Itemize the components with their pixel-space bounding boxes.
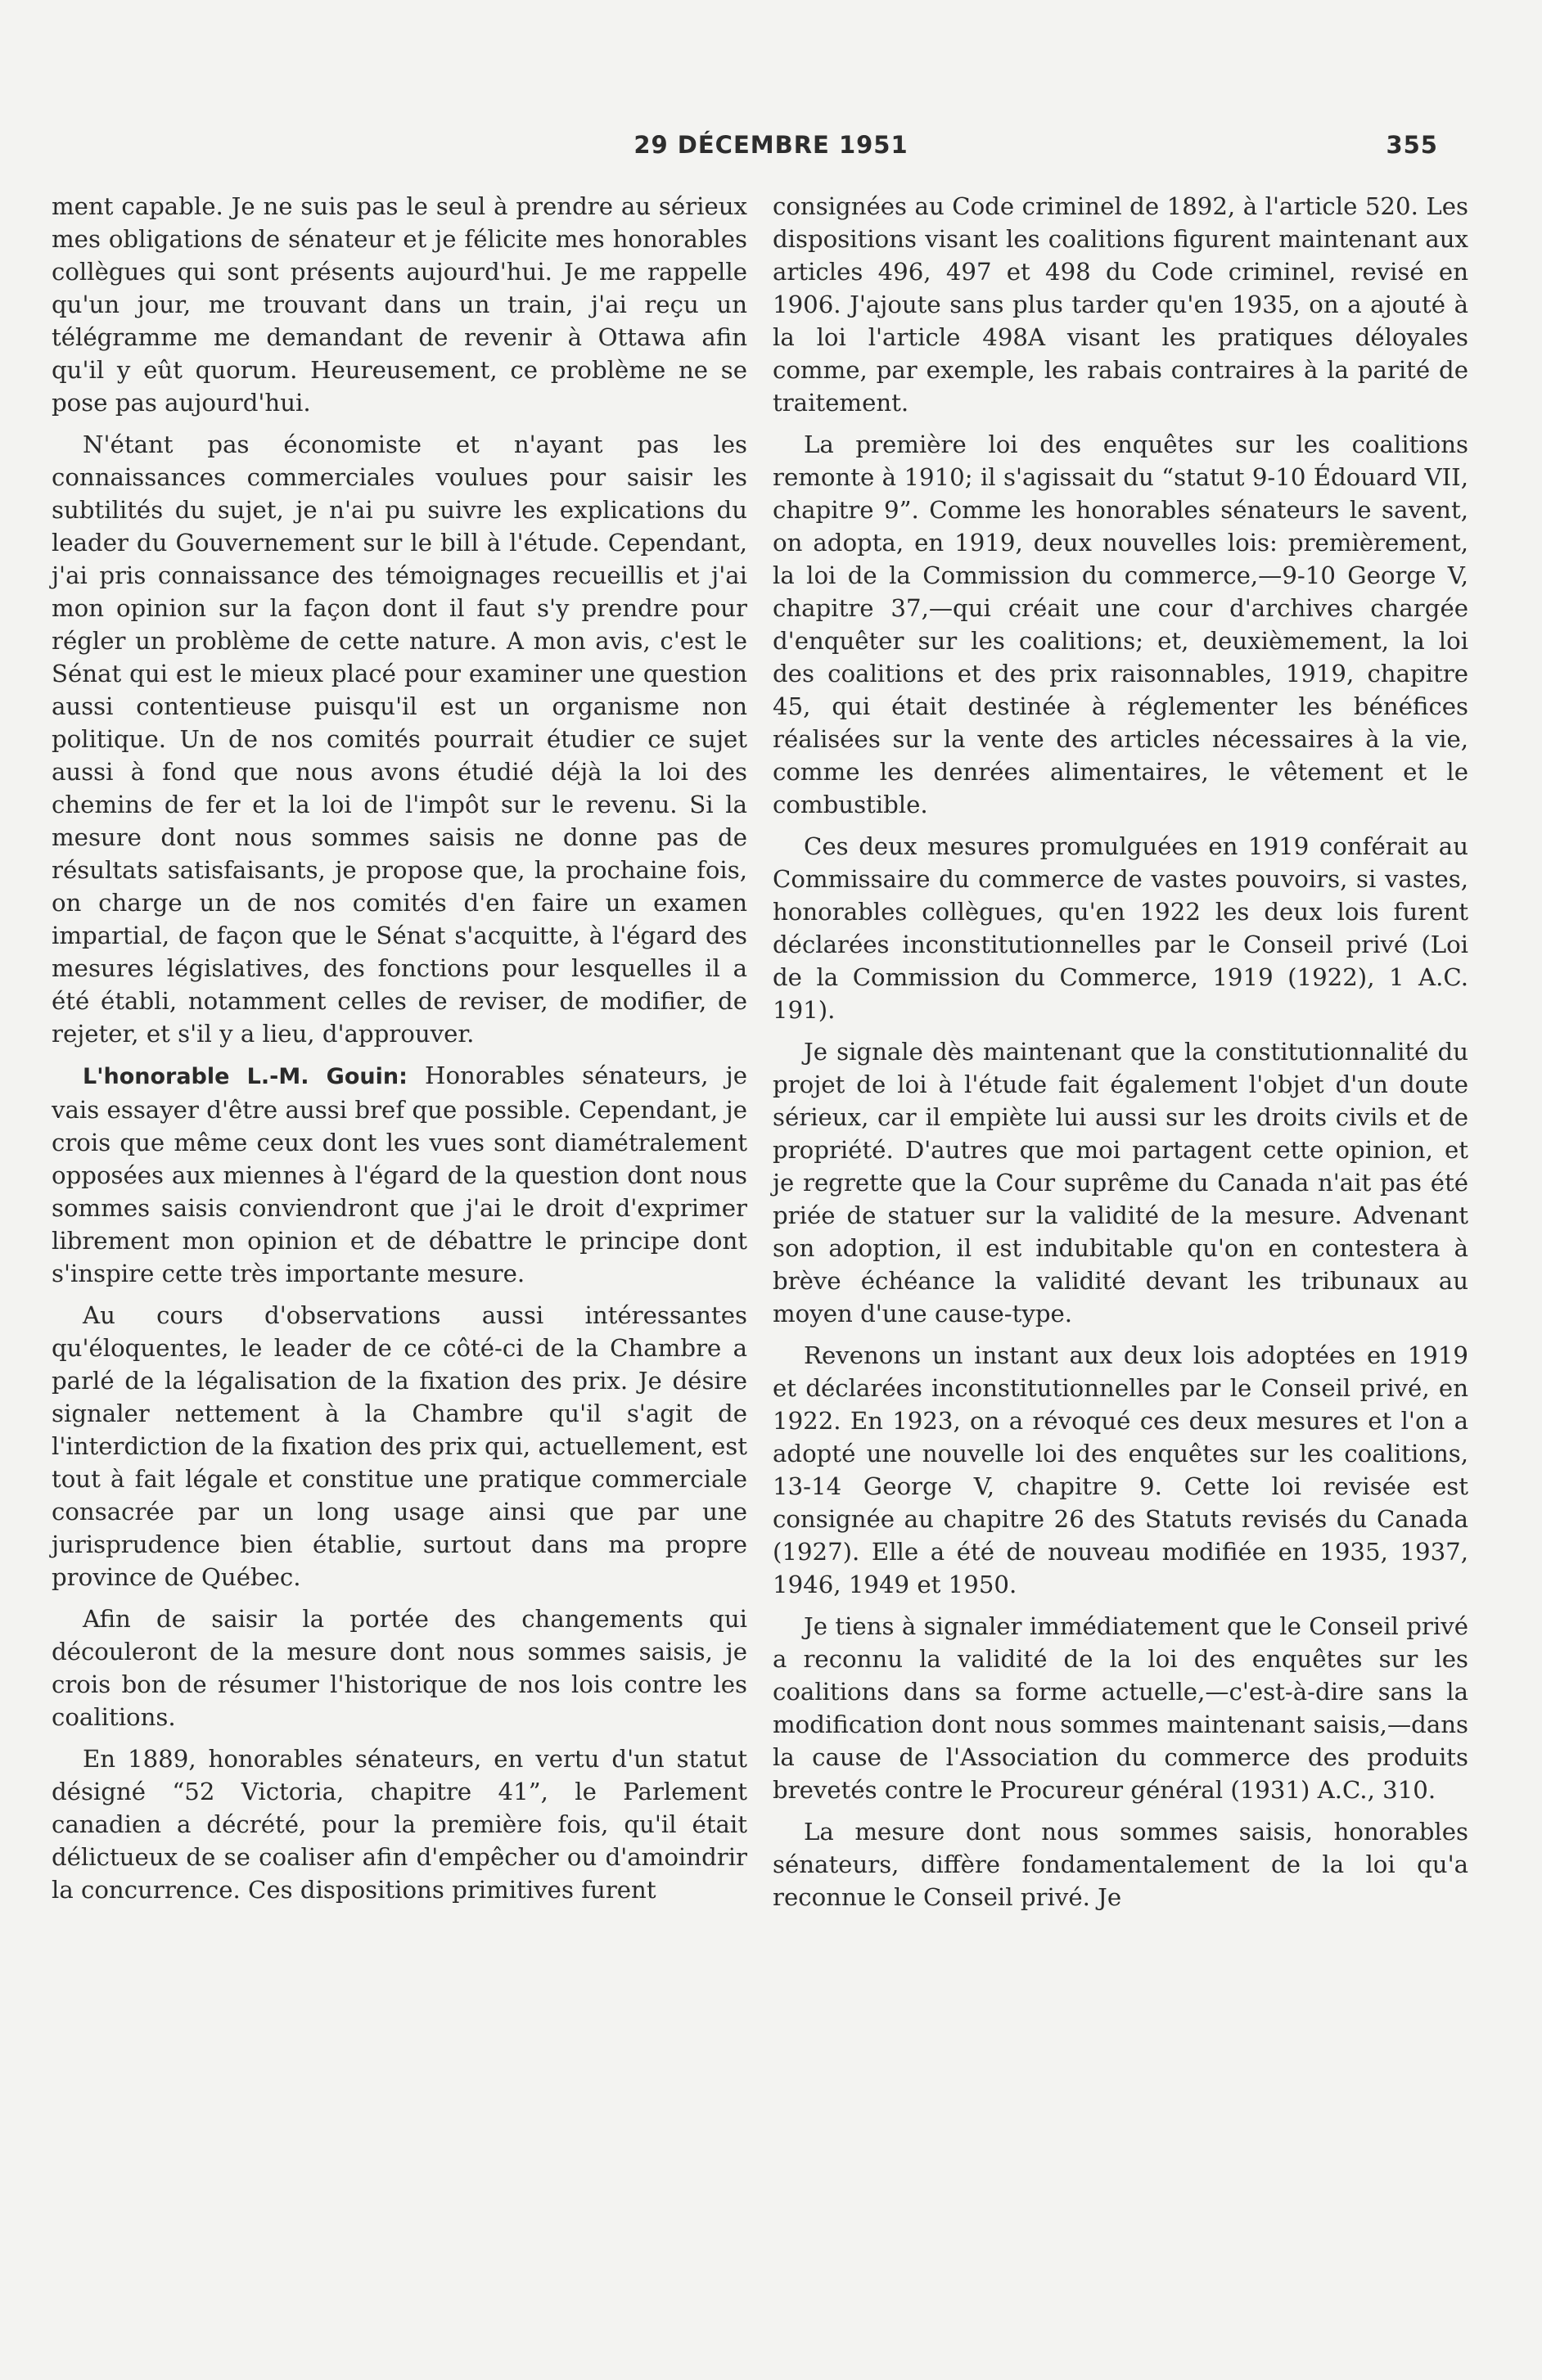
speaker-text: Honorables sénateurs, je vais essayer d'être aussi bref que possible. Cependant, je crois que même ceux dont les vues sont diamétralement opposées aux miennes à l'égard de la question dont nous sommes saisis conviendront que j'ai le droit d'exprimer librement mon opinion et de débattre le principe dont s'inspire cette très importante mesure. [52, 1062, 748, 1287]
paragraph: En 1889, honorables sénateurs, en vertu d'un statut désigné “52 Victoria, chapitre 41”, le Parlement canadien a décrété, pour la première fois, qu'il était délictueux de se coaliser afin d'empêcher ou d'amoindrir la concurrence. Ces dispositions primitives furent [52, 1745, 747, 1904]
paragraph: La première loi des enquêtes sur les coalitions remonte à 1910; il s'agissait du “statut 9-10 Édouard VII, chapitre 9”. Comme les honorables sénateurs le savent, on adopta, en 1919, deux nouvelles lois: premièrement, la loi de la Commission du commerce,—9-10 George V, chapitre 37,—qui créait une cour d'archives chargée d'enquêter sur les coalitions; et, deuxièmement, la loi des coalitions et des prix raisonnables, 1919, chapitre 45, qui était destinée à réglementer les bénéfices réalisées sur la vente des articles nécessaires à la vie, comme les denrées alimentaires, le vêtement et le combustible. [773, 430, 1468, 818]
paragraph: ment capable. Je ne suis pas le seul à prendre au sérieux mes obligations de sénateur et je félicite mes honorables collègues qui sont présents aujourd'hui. Je me rappelle qu'un jour, me trouvant dans un train, j'ai reçu un télégramme me demandant de revenir à Ottawa afin qu'il y eût quorum. Heureusement, ce problème ne se pose pas aujourd'hui. [52, 192, 747, 417]
speaker-paragraph [52, 1059, 747, 1290]
speaker-name: L'honorable L.-M. Gouin: [83, 1064, 408, 1089]
left-column [52, 190, 747, 1915]
paragraph: Ces deux mesures promulguées en 1919 conférait au Commissaire du commerce de vastes pouvoirs, si vastes, honorables collègues, qu'en 1922 les deux lois furent déclarées inconstitutionnelles par le Conseil privé (Loi de la Commission du Commerce, 1919 (1922), 1 A.C. 191). [773, 832, 1468, 1024]
page-number: 355 [1386, 131, 1438, 159]
page-date: 29 DÉCEMBRE 1951 [633, 131, 909, 159]
paragraph: Afin de saisir la portée des changements qui découleront de la mesure dont nous sommes saisis, je crois bon de résumer l'historique de nos lois contre les coalitions. [52, 1605, 747, 1731]
paragraph: N'étant pas économiste et n'ayant pas les connaissances commerciales voulues pour saisir les subtilités du sujet, je n'ai pu suivre les explications du leader du Gouvernement sur le bill à l'étude. Cependant, j'ai pris connaissance des témoignages recueillis et j'ai mon opinion sur la façon dont il faut s'y prendre pour régler un problème de cette nature. A mon avis, c'est le Sénat qui est le mieux placé pour examiner une question aussi contentieuse puisqu'il est un organisme non politique. Un de nos comités pourrait étudier ce sujet aussi à fond que nous avons étudié déjà la loi des chemins de fer et la loi de l'impôt sur le revenu. Si la mesure dont nous sommes saisis ne donne pas de résultats satisfaisants, je propose que, la prochaine fois, on charge un de nos comités d'en faire un examen impartial, de façon que le Sénat s'acquitte, à l'égard des mesures législatives, des fonctions pour lesquelles il a été établi, notamment celles de reviser, de modifier, de rejeter, et s'il y a lieu, d'approuver. [52, 430, 747, 1048]
right-column [773, 190, 1468, 1922]
paragraph: Au cours d'observations aussi intéressantes qu'éloquentes, le leader de ce côté-ci de la Chambre a parlé de la légalisation de la fixation des prix. Je désire signaler nettement à la Chambre qu'il s'agit de l'interdiction de la fixation des prix qui, actuellement, est tout à fait légale et constitue une pratique commerciale consacrée par un long usage ainsi que par une jurisprudence bien établie, surtout dans ma propre province de Québec. [52, 1301, 747, 1591]
paragraph: Je signale dès maintenant que la constitutionnalité du projet de loi à l'étude fait également l'objet d'un doute sérieux, car il empiète lui aussi sur les droits civils et de propriété. D'autres que moi partagent cette opinion, et je regrette que la Cour suprême du Canada n'ait pas été priée de statuer sur la validité de la mesure. Advenant son adoption, il est indubitable qu'on en contestera à brève échéance la validité devant les tribunaux au moyen d'une cause-type. [773, 1038, 1468, 1327]
paragraph: Revenons un instant aux deux lois adoptées en 1919 et déclarées inconstitutionnelles par le Conseil privé, en 1922. En 1923, on a révoqué ces deux mesures et l'on a adopté une nouvelle loi des enquêtes sur les coalitions, 13-14 George V, chapitre 9. Cette loi revisée est consignée au chapitre 26 des Statuts revisés du Canada (1927). Elle a été de nouveau modifiée en 1935, 1937, 1946, 1949 et 1950. [773, 1341, 1468, 1598]
paragraph: Je tiens à signaler immédiatement que le Conseil privé a reconnu la validité de la loi des enquêtes sur les coalitions dans sa forme actuelle,—c'est-à-dire sans la modification dont nous sommes maintenant saisis,—dans la cause de l'Association du commerce des produits brevetés contre le Procureur général (1931) A.C., 310. [773, 1612, 1468, 1804]
page-header [0, 131, 1542, 172]
paragraph: consignées au Code criminel de 1892, à l'article 520. Les dispositions visant les coalitions figurent maintenant aux articles 496, 497 et 498 du Code criminel, revisé en 1906. J'ajoute sans plus tarder qu'en 1935, on a ajouté à la loi l'article 498A visant les pratiques déloyales comme, par exemple, les rabais contraires à la parité de traitement. [773, 192, 1468, 417]
paragraph: La mesure dont nous sommes saisis, honorables sénateurs, diffère fondamentalement de la loi qu'a reconnue le Conseil privé. Je [773, 1818, 1468, 1911]
